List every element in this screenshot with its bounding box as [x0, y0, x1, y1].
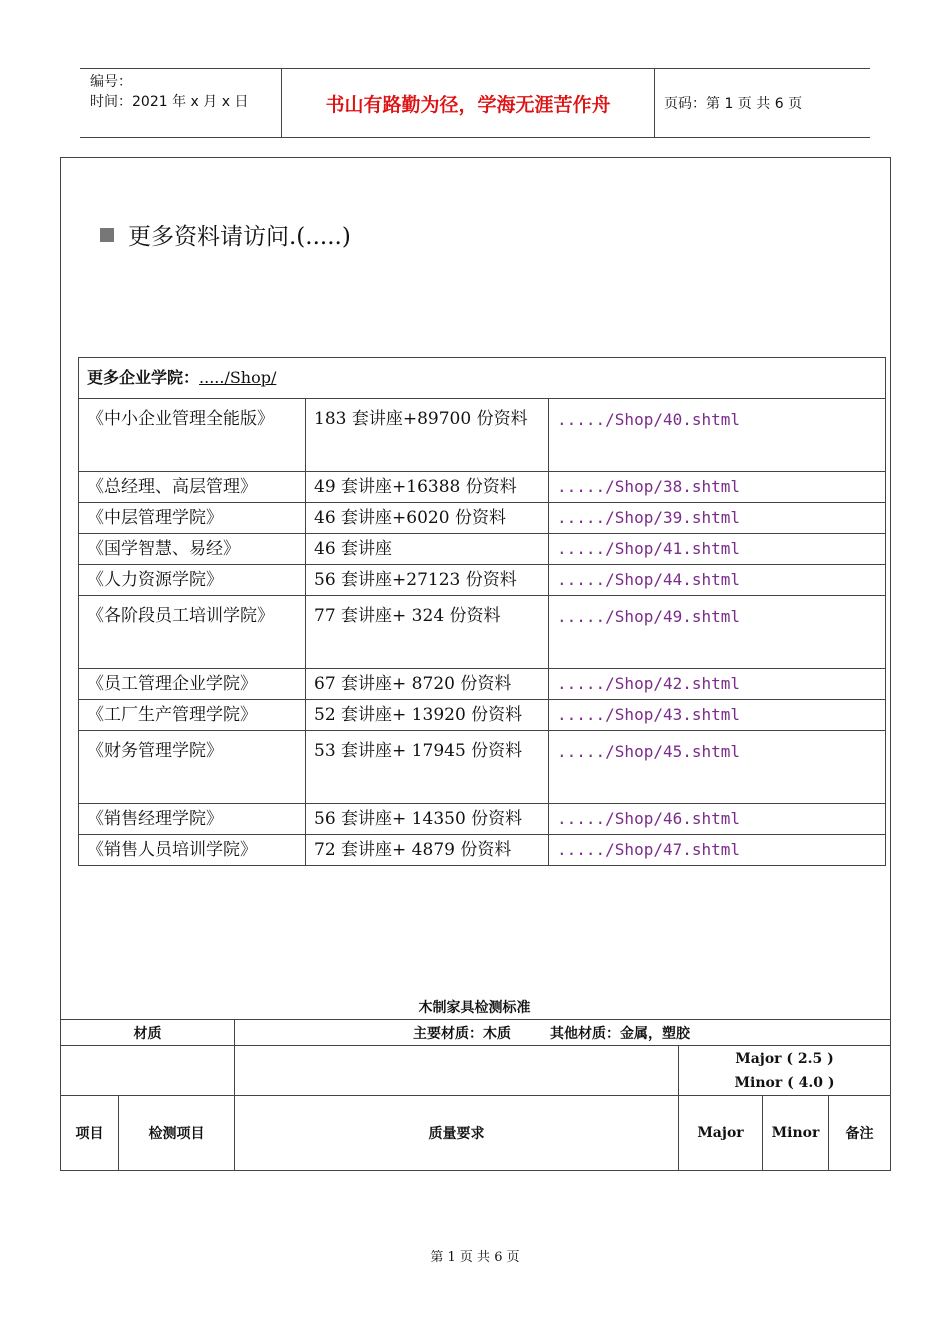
row-link[interactable]: ...../Shop/43.shtml	[549, 700, 886, 731]
row-desc: 52 套讲座+ 13920 份资料	[306, 700, 549, 731]
row-link[interactable]: ...../Shop/41.shtml	[549, 534, 886, 565]
minor-aql: Minor ( 4.0 )	[734, 1074, 835, 1091]
row-name: 《工厂生产管理学院》	[79, 700, 306, 731]
row-desc: 56 套讲座+ 14350 份资料	[306, 804, 549, 835]
aql-levels	[679, 1046, 891, 1096]
header-meta	[80, 69, 282, 137]
table-row	[79, 700, 886, 731]
shop-header-label: 更多企业学院：	[87, 368, 200, 387]
row-name: 《中层管理学院》	[79, 503, 306, 534]
row-name: 《中小企业管理全能版》	[79, 399, 306, 472]
row-link[interactable]: ...../Shop/47.shtml	[549, 835, 886, 866]
row-name: 《财务管理学院》	[79, 731, 306, 804]
row-name: 《总经理、高层管理》	[79, 472, 306, 503]
row-desc: 49 套讲座+16388 份资料	[306, 472, 549, 503]
row-name: 《各阶段员工培训学院》	[79, 596, 306, 669]
square-bullet-icon	[100, 228, 114, 242]
row-link[interactable]: ...../Shop/39.shtml	[549, 503, 886, 534]
row-desc: 46 套讲座	[306, 534, 549, 565]
row-name: 《人力资源学院》	[79, 565, 306, 596]
table-row	[79, 399, 886, 472]
col-major: Major	[679, 1096, 763, 1171]
row-name: 《销售经理学院》	[79, 804, 306, 835]
row-desc: 72 套讲座+ 4879 份资料	[306, 835, 549, 866]
col-quality-req: 质量要求	[235, 1096, 679, 1171]
row-link[interactable]: ...../Shop/49.shtml	[549, 596, 886, 669]
row-desc: 183 套讲座+89700 份资料	[306, 399, 549, 472]
material-value: 主要材质：木质 其他材质：金属，塑胶	[235, 1020, 891, 1046]
row-desc: 77 套讲座+ 324 份资料	[306, 596, 549, 669]
col-check-item: 检测项目	[119, 1096, 235, 1171]
row-link[interactable]: ...../Shop/45.shtml	[549, 731, 886, 804]
row-link[interactable]: ...../Shop/44.shtml	[549, 565, 886, 596]
row-name: 《国学智慧、易经》	[79, 534, 306, 565]
row-desc: 53 套讲座+ 17945 份资料	[306, 731, 549, 804]
row-name: 《销售人员培训学院》	[79, 835, 306, 866]
table-row	[79, 804, 886, 835]
material-row	[61, 1020, 891, 1046]
row-link[interactable]: ...../Shop/46.shtml	[549, 804, 886, 835]
row-desc: 67 套讲座+ 8720 份资料	[306, 669, 549, 700]
column-header-row	[61, 1096, 891, 1171]
motto: 书山有路勤为径，学海无涯苦作舟	[282, 69, 655, 137]
page-footer: 第 1 页 共 6 页	[430, 1250, 520, 1265]
row-link[interactable]: ...../Shop/38.shtml	[549, 472, 886, 503]
visit-text: 更多资料请访问.(.....)	[128, 224, 351, 250]
visit-note	[100, 218, 351, 251]
row-desc: 46 套讲座+6020 份资料	[306, 503, 549, 534]
table-row	[79, 565, 886, 596]
aql-row	[61, 1046, 891, 1096]
code-label: 编号：	[90, 74, 132, 90]
major-aql: Major ( 2.5 )	[735, 1050, 834, 1067]
table-row	[79, 669, 886, 700]
table-row	[79, 534, 886, 565]
row-link[interactable]: ...../Shop/40.shtml	[549, 399, 886, 472]
table-row	[79, 731, 886, 804]
material-label: 材质	[61, 1020, 235, 1046]
table-row	[79, 503, 886, 534]
shop-header-link[interactable]: ...../Shop/	[199, 368, 277, 387]
time-label: 时间：2021 年 x 月 x 日	[90, 94, 249, 110]
row-link[interactable]: ...../Shop/42.shtml	[549, 669, 886, 700]
page-label: 页码：第 1 页 共 6 页	[664, 96, 803, 112]
col-minor: Minor	[763, 1096, 829, 1171]
col-remark: 备注	[829, 1096, 891, 1171]
table-row	[79, 835, 886, 866]
col-item: 项目	[61, 1096, 119, 1171]
row-desc: 56 套讲座+27123 份资料	[306, 565, 549, 596]
shop-header	[79, 358, 886, 399]
table-row	[79, 472, 886, 503]
table-row	[79, 596, 886, 669]
shop-table	[78, 357, 886, 866]
row-name: 《员工管理企业学院》	[79, 669, 306, 700]
standard-title: 木制家具检测标准	[418, 1000, 531, 1016]
page-header	[80, 68, 870, 138]
standard-table	[60, 1019, 891, 1171]
